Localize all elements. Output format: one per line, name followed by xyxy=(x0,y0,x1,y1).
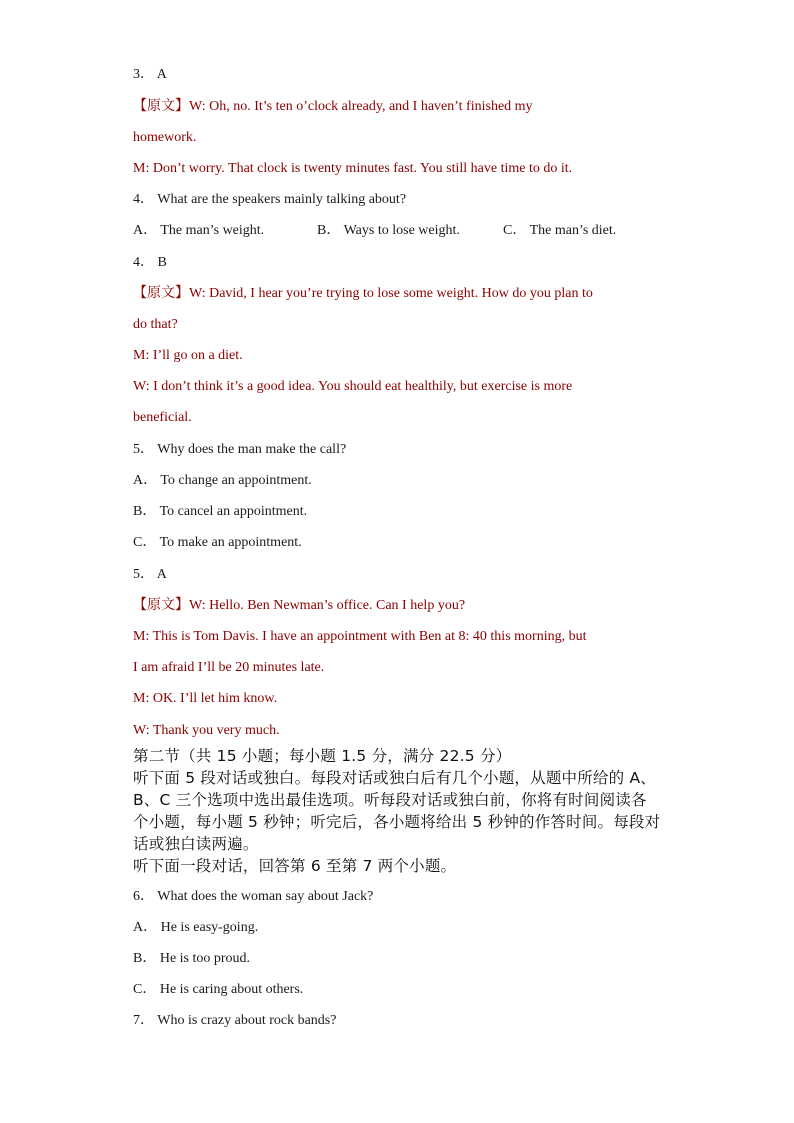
q4-answer: 4． B xyxy=(133,255,167,270)
q4-transcript-text-1: W: David, I hear you’re trying to lose some weight. How do you plan to xyxy=(189,286,593,301)
q5-option-a: A． To change an appointment. xyxy=(133,473,312,488)
q5-transcript-line-1 xyxy=(133,596,465,616)
q5-option-b: B． To cancel an appointment. xyxy=(133,504,308,519)
q4-question: 4． What are the speakers mainly talking about? xyxy=(133,192,407,207)
transcript-tag: 【原文】 xyxy=(133,598,189,613)
q5-transcript-line-2: M: This is Tom Davis. I have an appointment with Ben at 8: 40 this morning, but xyxy=(133,629,587,644)
section-2-heading: 第二节（共 15 小题；每小题 1.5 分，满分 22.5 分） xyxy=(133,747,512,765)
q4-option-a: A． The man’s weight. xyxy=(133,223,265,238)
q5-transcript-line-3: I am afraid I’ll be 20 minutes late. xyxy=(133,660,325,675)
q5-transcript-text-1: W: Hello. Ben Newman’s office. Can I help you? xyxy=(189,598,466,613)
q4-option-c: C． The man’s diet. xyxy=(503,223,617,238)
q4-transcript-line-1 xyxy=(133,284,593,304)
q7-question: 7． Who is crazy about rock bands? xyxy=(133,1013,337,1028)
section-2-instruction-4: 话或独白读两遍。 xyxy=(133,835,259,853)
q5-transcript-line-4: M: OK. I’ll let him know. xyxy=(133,691,278,706)
q4-option-b: B． Ways to lose weight. xyxy=(317,223,460,238)
q3-transcript-line-3: M: Don’t worry. That clock is twenty minutes fast. You still have time to do it. xyxy=(133,161,573,176)
q3-answer: 3． A xyxy=(133,67,167,82)
q6-option-a: A． He is easy-going. xyxy=(133,920,259,935)
q5-transcript-line-5: W: Thank you very much. xyxy=(133,723,280,738)
transcript-tag: 【原文】 xyxy=(133,99,189,114)
q6-option-b: B． He is too proud. xyxy=(133,951,251,966)
section-2-instruction-1: 听下面 5 段对话或独白。每段对话或独白后有几个小题，从题中所给的 A、 xyxy=(133,769,656,787)
q3-transcript-line-1 xyxy=(133,97,533,117)
q5-question: 5． Why does the man make the call? xyxy=(133,442,347,457)
section-2-instruction-2: B、C 三个选项中选出最佳选项。听每段对话或独白前，你将有时间阅读各 xyxy=(133,791,647,809)
q3-transcript-text-1: W: Oh, no. It’s ten o’clock already, and I haven’t finished my xyxy=(189,99,533,114)
transcript-tag: 【原文】 xyxy=(133,286,189,301)
q5-answer: 5． A xyxy=(133,567,167,582)
q5-option-c: C． To make an appointment. xyxy=(133,535,302,550)
q4-transcript-line-2: do that? xyxy=(133,317,178,332)
section-2-instruction-5: 听下面一段对话，回答第 6 至第 7 两个小题。 xyxy=(133,857,457,875)
q4-transcript-line-5: beneficial. xyxy=(133,410,192,425)
section-2-instruction-3: 个小题，每小题 5 秒钟；听完后，各小题将给出 5 秒钟的作答时间。每段对 xyxy=(133,813,661,831)
q4-transcript-line-4: W: I don’t think it’s a good idea. You should eat healthily, but exercise is more xyxy=(133,379,573,394)
q6-question: 6． What does the woman say about Jack? xyxy=(133,889,374,904)
q6-option-c: C． He is caring about others. xyxy=(133,982,304,997)
q4-transcript-line-3: M: I’ll go on a diet. xyxy=(133,348,243,363)
q3-transcript-line-2: homework. xyxy=(133,130,197,145)
